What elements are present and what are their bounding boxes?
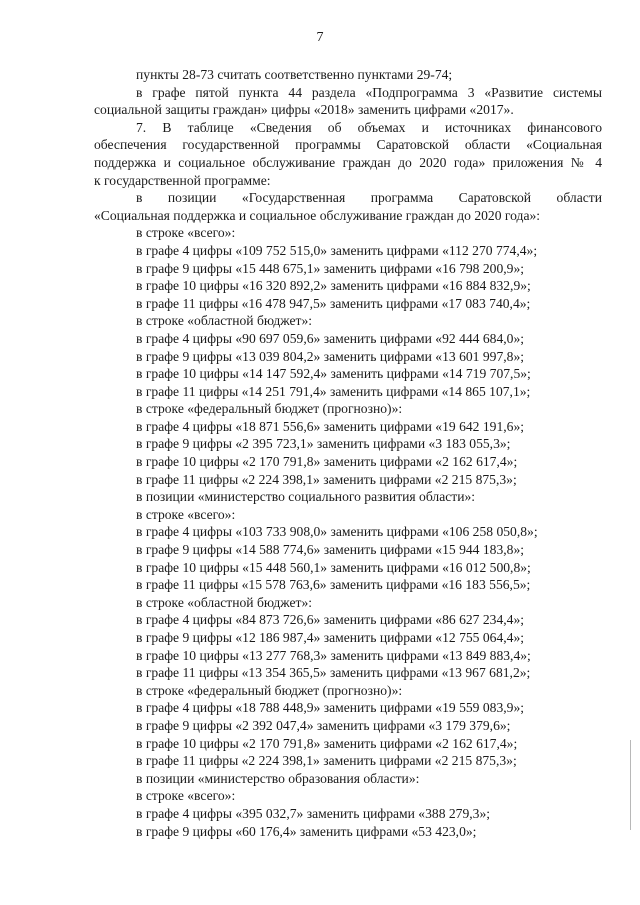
- text-line: в графе 9 цифры «14 588 774,6» заменить цифрами «15 944 183,8»;: [136, 542, 525, 558]
- text-line: в графе 4 цифры «18 871 556,6» заменить цифрами «19 642 191,6»;: [136, 418, 525, 434]
- text-line: обеспечения государственной программы Саратовской области «Социальная: [94, 137, 602, 153]
- text-line: в графе 11 цифры «2 224 398,1» заменить цифрами «2 215 875,3»;: [136, 753, 517, 769]
- scan-edge-mark: [630, 740, 631, 830]
- text-line: в графе 4 цифры «109 752 515,0» заменить цифрами «112 270 774,4»;: [136, 242, 538, 258]
- text-line: к государственной программе:: [94, 172, 271, 188]
- text-line: в графе 11 цифры «15 578 763,6» заменить цифрами «16 183 556,5»;: [136, 577, 531, 593]
- text-line: в графе 11 цифры «13 354 365,5» заменить цифрами «13 967 681,2»;: [136, 665, 531, 681]
- page-number: 7: [316, 30, 324, 45]
- text-line: в графе 4 цифры «18 788 448,9» заменить цифрами «19 559 083,9»;: [136, 700, 525, 716]
- text-line: в графе 4 цифры «103 733 908,0» заменить цифрами «106 258 050,8»;: [136, 524, 538, 540]
- text-line: в строке «областной бюджет»:: [136, 594, 313, 610]
- text-line: в графе 11 цифры «14 251 791,4» заменить цифрами «14 865 107,1»;: [136, 383, 531, 399]
- text-line: в графе 10 цифры «2 170 791,8» заменить цифрами «2 162 617,4»;: [136, 735, 518, 751]
- text-line: в графе 4 цифры «90 697 059,6» заменить цифрами «92 444 684,0»;: [136, 330, 525, 346]
- text-line: в строке «областной бюджет»:: [136, 313, 313, 329]
- text-line: в графе 9 цифры «2 395 723,1» заменить цифрами «3 183 055,3»;: [136, 436, 511, 452]
- text-line: в графе 11 цифры «16 478 947,5» заменить цифрами «17 083 740,4»;: [136, 295, 531, 311]
- text-line: в строке «всего»:: [136, 225, 236, 241]
- text-line: пункты 28-73 считать соответственно пунктами 29-74;: [136, 67, 453, 82]
- text-line: в графе 10 цифры «13 277 768,3» заменить цифрами «13 849 883,4»;: [136, 647, 531, 663]
- text-line: в графе 4 цифры «395 032,7» заменить цифрами «388 279,3»;: [136, 805, 491, 821]
- text-line: в строке «федеральный бюджет (прогнозно)»:: [136, 682, 403, 698]
- text-line: в графе 9 цифры «15 448 675,1» заменить цифрами «16 798 200,9»;: [136, 260, 525, 276]
- text-line: в графе 9 цифры «2 392 047,4» заменить цифрами «3 179 379,6»;: [136, 717, 511, 733]
- text-line: в графе 10 цифры «15 448 560,1» заменить цифрами «16 012 500,8»;: [136, 559, 531, 575]
- text-line: в графе 10 цифры «16 320 892,2» заменить цифрами «16 884 832,9»;: [136, 278, 531, 294]
- text-line: в графе 10 цифры «2 170 791,8» заменить цифрами «2 162 617,4»;: [136, 454, 518, 470]
- document-body: [94, 66, 602, 840]
- text-line: в позиции «министерство социального развития области»:: [136, 489, 476, 505]
- text-line: в строке «всего»:: [136, 788, 236, 804]
- text-line: в графе 9 цифры «13 039 804,2» заменить цифрами «13 601 997,8»;: [136, 348, 525, 364]
- text-line: в графе 4 цифры «84 873 726,6» заменить цифрами «86 627 234,4»;: [136, 612, 525, 628]
- text-line: в графе 9 цифры «12 186 987,4» заменить цифрами «12 755 064,4»;: [136, 630, 525, 645]
- text-line: в строке «федеральный бюджет (прогнозно)»:: [136, 401, 403, 417]
- text-line: в графе 10 цифры «14 147 592,4» заменить цифрами «14 719 707,5»;: [136, 366, 531, 382]
- text-line: в графе 9 цифры «60 176,4» заменить цифрами «53 423,0»;: [136, 823, 477, 839]
- text-line: социальной защиты граждан» цифры «2018» заменить цифрами «2017».: [94, 102, 514, 118]
- text-line: в графе пятой пункта 44 раздела «Подпрограмма 3 «Развитие системы: [136, 84, 602, 100]
- text-line: в графе 11 цифры «2 224 398,1» заменить цифрами «2 215 875,3»;: [136, 471, 517, 487]
- text-line: в позиции «Государственная программа Саратовской области: [136, 190, 602, 206]
- text-line: в позиции «министерство образования области»:: [136, 770, 420, 786]
- text-line: «Социальная поддержка и социальное обслуживание граждан до 2020 года»:: [94, 207, 541, 223]
- text-line: поддержка и социальное обслуживание граждан до 2020 года» приложения № 4: [94, 154, 602, 170]
- text-line: в строке «всего»:: [136, 506, 236, 522]
- text-line: 7. В таблице «Сведения об объемах и источниках финансового: [136, 119, 602, 135]
